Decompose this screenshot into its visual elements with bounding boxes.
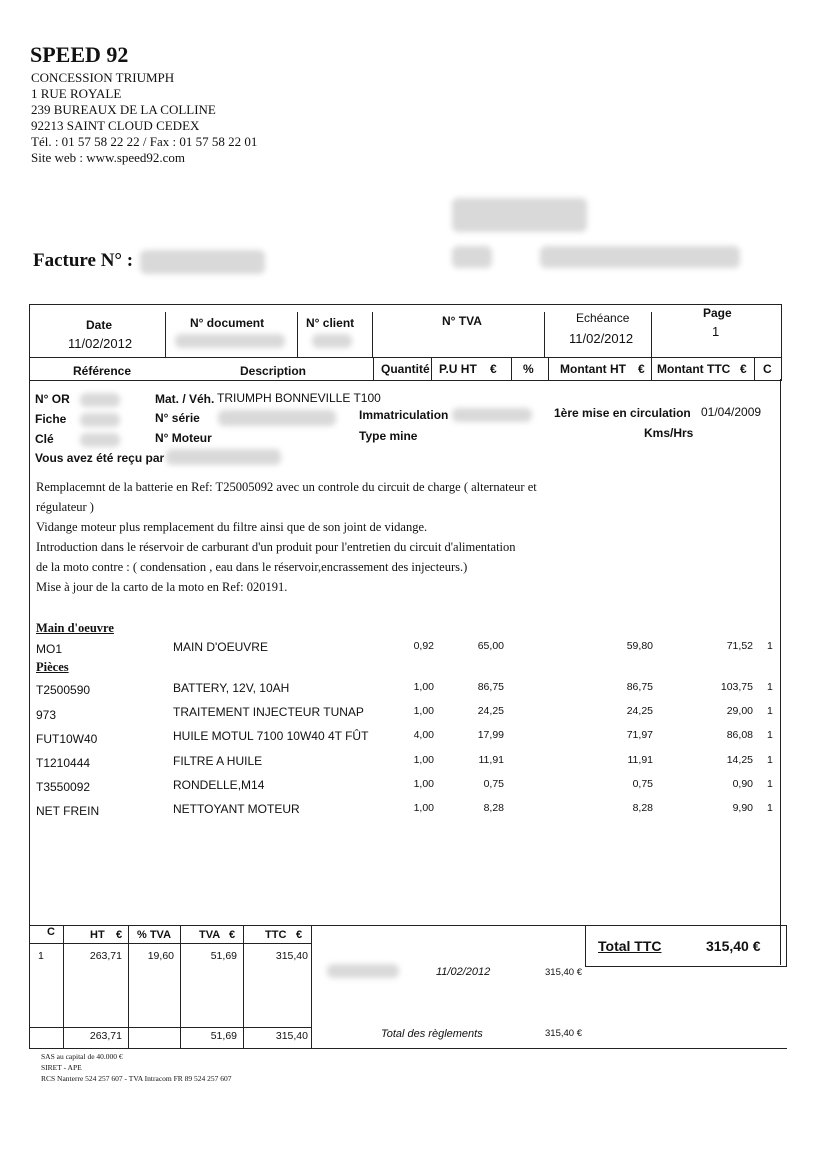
col-amount-ht: Montant HT [560, 362, 626, 376]
item-ref: T2500590 [36, 683, 91, 697]
item-ttc: 9,90 [732, 802, 753, 814]
item-ttc: 29,00 [726, 705, 753, 717]
item-ttc: 86,08 [726, 729, 753, 741]
fiche-label: Fiche [35, 412, 67, 426]
redacted-fiche [80, 413, 120, 427]
item-desc: HUILE MOTUL 7100 10W40 4T FÛT [173, 729, 369, 743]
company-line: 239 BUREAUX DE LA COLLINE [31, 102, 216, 117]
item-ref: NET FREIN [36, 804, 100, 818]
item-qty: 1,00 [413, 705, 434, 717]
vat-pct-label: % TVA [137, 929, 172, 941]
due-value: 11/02/2012 [569, 331, 634, 346]
item-desc: TRAITEMENT INJECTEUR TUNAP [173, 705, 364, 719]
section-parts: Pièces [36, 660, 69, 674]
item-c: 1 [767, 705, 773, 717]
redacted-address [452, 198, 587, 232]
item-ttc: 0,90 [732, 778, 753, 790]
immat-label: Immatriculation [359, 408, 449, 422]
redacted-serie [218, 410, 336, 426]
redacted-or [80, 393, 120, 407]
due-label: Echéance [576, 311, 630, 325]
invoice-label: Facture N° : [33, 250, 134, 271]
first-reg-label: 1ère mise en circulation [554, 406, 691, 420]
item-ht: 8,28 [632, 802, 653, 814]
item-c: 1 [767, 681, 773, 693]
vat-sum-ttc: 315,40 [275, 1030, 308, 1042]
tva-label: N° TVA [442, 314, 482, 328]
item-c: 1 [767, 754, 773, 766]
payment-total-value: 315,40 € [545, 1028, 582, 1039]
item-ht: 86,75 [626, 681, 653, 693]
item-qty: 1,00 [413, 681, 434, 693]
item-ht: 59,80 [626, 640, 653, 652]
payment-total-label: Total des règlements [381, 1028, 483, 1040]
item-c: 1 [767, 778, 773, 790]
vat-tva-label: TVA [199, 929, 221, 941]
col-euro: € [740, 362, 747, 376]
col-c: C [763, 362, 772, 376]
serie-label: N° série [155, 411, 200, 425]
footer-line: SAS au capital de 40.000 € [41, 1052, 123, 1061]
item-ttc: 14,25 [726, 754, 753, 766]
vat-sum-ht: 263,71 [89, 1030, 122, 1042]
item-qty: 1,00 [413, 778, 434, 790]
client-label: N° client [306, 316, 355, 330]
vat-ht-label: HT [90, 929, 105, 941]
type-mine-label: Type mine [359, 429, 418, 443]
col-quantity: Quantité [381, 362, 430, 376]
company-web: Site web : www.speed92.com [31, 150, 186, 165]
body-border-right [780, 379, 781, 965]
date-value: 11/02/2012 [68, 336, 133, 351]
item-desc: BATTERY, 12V, 10AH [173, 681, 290, 695]
company-line: CONCESSION TRIUMPH [31, 70, 175, 85]
vat-row-ht: 263,71 [89, 950, 122, 962]
item-qty: 0,92 [413, 640, 434, 652]
item-qty: 1,00 [413, 802, 434, 814]
item-ref: 973 [36, 708, 57, 722]
redacted-invoice-number [140, 250, 265, 274]
redacted-client [312, 334, 352, 348]
item-desc: MAIN D'OEUVRE [173, 640, 268, 654]
doc-label: N° document [190, 316, 265, 330]
note-line: de la moto contre : ( condensation , eau dans le réservoir,encrassement des injecteurs.) [36, 560, 468, 574]
item-c: 1 [767, 729, 773, 741]
item-pu: 17,99 [477, 729, 504, 741]
vat-row-tva: 51,69 [210, 950, 237, 962]
item-desc: NETTOYANT MOTEUR [173, 802, 300, 816]
note-line: Introduction dans le réservoir de carburant d'un produit pour l'entretien du circuit d'alimentation [36, 540, 516, 554]
or-label: N° OR [35, 392, 70, 406]
vat-ttc-label: TTC [265, 929, 287, 941]
vat-euro: € [229, 929, 236, 941]
total-ttc-label: Total TTC [598, 938, 662, 954]
company-line: 92213 SAINT CLOUD CEDEX [31, 118, 200, 133]
item-pu: 8,28 [483, 802, 504, 814]
item-qty: 4,00 [413, 729, 434, 741]
company-name: SPEED 92 [30, 42, 129, 67]
body-border-left [29, 379, 30, 1049]
moteur-label: N° Moteur [155, 431, 212, 445]
total-ttc-value: 315,40 € [706, 938, 761, 954]
col-amount-ttc: Montant TTC [657, 362, 731, 376]
col-unit-price: P.U HT [439, 362, 477, 376]
col-percent: % [523, 362, 534, 376]
page-value: 1 [712, 324, 720, 339]
item-c: 1 [767, 802, 773, 814]
item-pu: 86,75 [477, 681, 504, 693]
section-labour: Main d'oeuvre [36, 621, 114, 635]
note-line: Remplacemnt de la batterie en Ref: T25005092 avec un controle du circuit de charge ( alternateur et [36, 480, 537, 494]
company-phone: Tél. : 01 57 58 22 22 / Fax : 01 57 58 22 01 [31, 134, 258, 149]
item-pu: 11,91 [478, 754, 504, 766]
cle-label: Clé [35, 432, 54, 446]
footer-line: SIRET - APE [41, 1063, 82, 1072]
vat-row-ttc: 315,40 [275, 950, 308, 962]
item-ttc: 71,52 [726, 640, 753, 652]
redacted-received [166, 449, 281, 465]
item-pu: 24,25 [477, 705, 504, 717]
item-ttc: 103,75 [720, 681, 753, 693]
redacted-immat [452, 408, 532, 422]
first-reg-value: 01/04/2009 [701, 405, 762, 419]
vat-c-label: C [47, 926, 55, 938]
col-euro: € [490, 362, 497, 376]
redacted-payment [327, 964, 399, 978]
redacted-cle [80, 433, 120, 447]
date-label: Date [86, 318, 113, 332]
payment-date: 11/02/2012 [436, 966, 491, 978]
vat-euro: € [116, 929, 123, 941]
redacted-address [452, 246, 492, 268]
item-ref: MO1 [36, 642, 63, 656]
col-reference: Référence [73, 364, 132, 378]
vat-row-c: 1 [38, 950, 44, 962]
redacted-address [540, 246, 740, 268]
page-label: Page [703, 306, 732, 320]
kms-label: Kms/Hrs [644, 426, 694, 440]
received-label: Vous avez été reçu par [35, 451, 165, 465]
mat-value: TRIUMPH BONNEVILLE T100 [217, 391, 381, 405]
item-pu: 0,75 [483, 778, 504, 790]
item-pu: 65,00 [477, 640, 504, 652]
vat-row-pct: 19,60 [147, 950, 174, 962]
note-line: régulateur ) [36, 500, 94, 514]
redacted-doc [175, 334, 285, 348]
note-line: Mise à jour de la carto de la moto en Ref: 020191. [36, 580, 288, 594]
item-ref: T1210444 [36, 756, 91, 770]
item-qty: 1,00 [413, 754, 434, 766]
item-ht: 71,97 [626, 729, 653, 741]
item-ref: T3550092 [36, 780, 91, 794]
vat-euro: € [296, 929, 303, 941]
item-ht: 24,25 [626, 705, 653, 717]
company-line: 1 RUE ROYALE [31, 86, 122, 101]
col-description: Description [240, 364, 307, 378]
mat-label: Mat. / Véh. [155, 392, 215, 406]
item-ht: 0,75 [632, 778, 653, 790]
note-line: Vidange moteur plus remplacement du filtre ainsi que de son joint de vidange. [36, 520, 428, 534]
item-desc: FILTRE A HUILE [173, 754, 263, 768]
vat-sum-tva: 51,69 [210, 1030, 237, 1042]
item-ht: 11,91 [627, 754, 653, 766]
footer-line: RCS Nanterre 524 257 607 - TVA Intracom FR 89 524 257 607 [41, 1074, 232, 1083]
item-c: 1 [767, 640, 773, 652]
col-euro: € [638, 362, 645, 376]
payment-amount: 315,40 € [545, 967, 582, 978]
item-desc: RONDELLE,M14 [173, 778, 265, 792]
item-ref: FUT10W40 [36, 732, 98, 746]
